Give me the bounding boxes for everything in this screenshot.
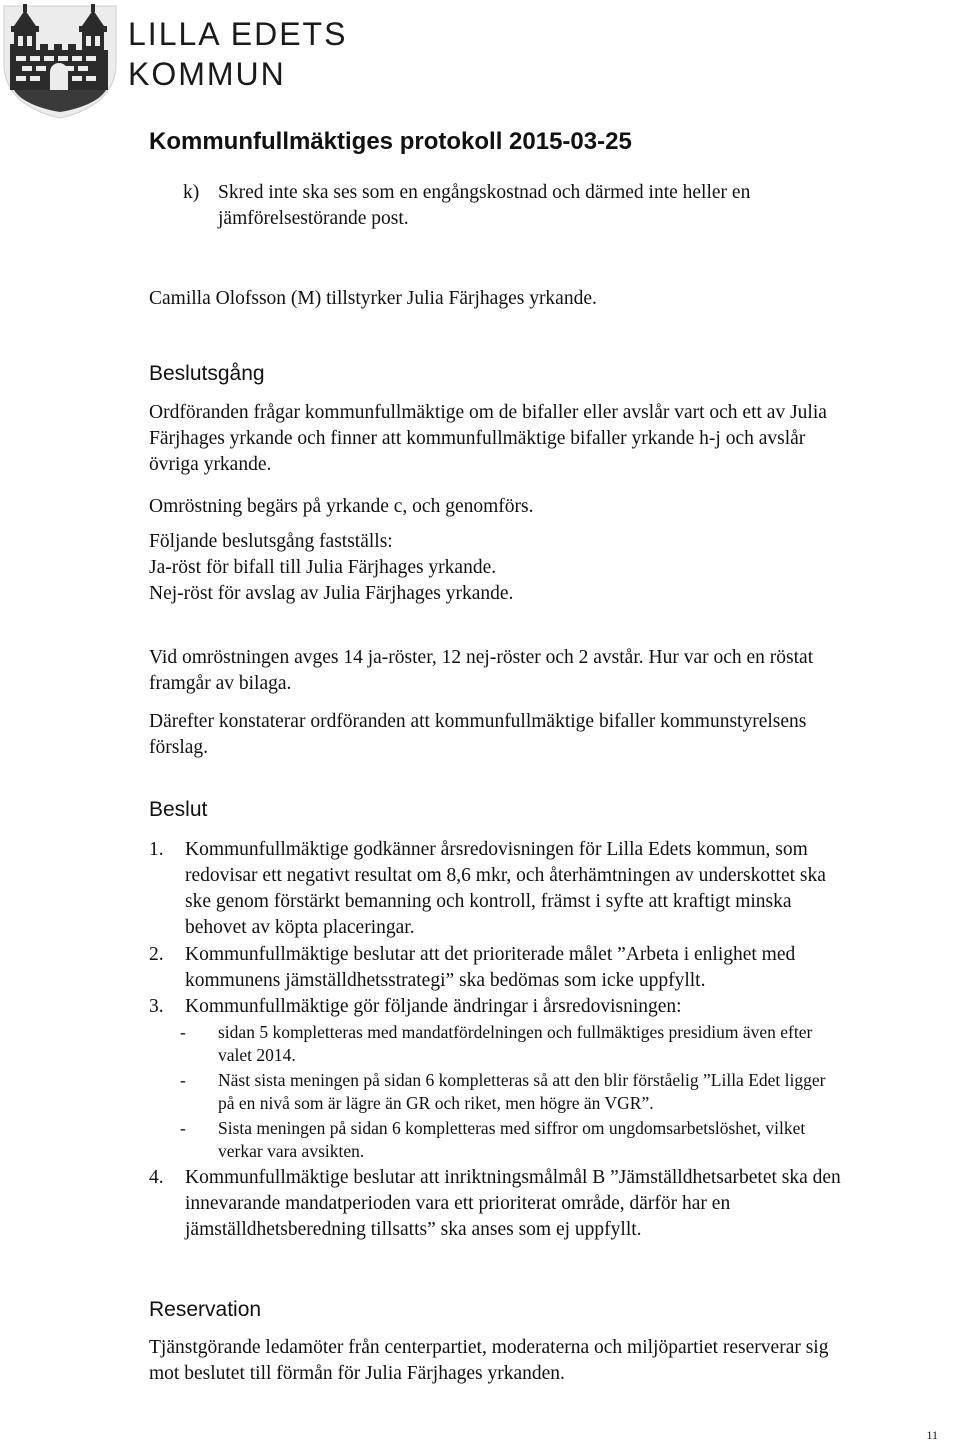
decision-number: 2. (149, 944, 164, 965)
section-heading-beslut: Beslut (149, 798, 208, 821)
text-line: övriga yrkande. (149, 454, 272, 475)
text-line: kommunens jämställdhetsstrategi” ska bedömas som icke uppfyllt. (185, 970, 706, 991)
decision-item (185, 1165, 945, 1243)
text-line: på en nivå som är lägre än GR och riket, men högre än VGR”. (218, 1093, 654, 1113)
text-line: ske genom förstärkt bemanning och kontroll, främst i syfte att kraftigt minska (185, 891, 792, 912)
sub-item (218, 1021, 938, 1067)
item-k-line: jämförelsestörande post. (218, 208, 409, 229)
text-line: sidan 5 kompletteras med mandatfördelningen och fullmäktiges presidium även efter (218, 1022, 813, 1042)
text-line: Tjänstgörande ledamöter från centerpartiet, moderaterna och miljöpartiet reserverar sig (149, 1337, 829, 1358)
text-line: Kommunfullmäktige godkänner årsredovisningen för Lilla Edets kommun, som (185, 839, 808, 860)
text-line: mot beslutet till förmån för Julia Färjhages yrkanden. (149, 1363, 565, 1384)
organization-name-line1: LILLA EDETS (128, 16, 348, 52)
list-dash: - (180, 1022, 186, 1042)
decision-number: 1. (149, 839, 164, 860)
text-line: Kommunfullmäktige beslutar att det prioriterade målet ”Arbeta i enlighet med (185, 944, 796, 965)
text-line: förslag. (149, 737, 209, 758)
text-line: verkar vara avsikten. (218, 1141, 365, 1161)
text-line: innevarande mandatperioden vara ett prioriterat område, därför har en (185, 1193, 731, 1214)
decision-item (185, 942, 945, 994)
organization-name (128, 14, 347, 94)
organization-name-line2: KOMMUN (128, 56, 286, 92)
text-line: Näst sista meningen på sidan 6 kompletteras så att den blir förståelig ”Lilla Edet ligger (218, 1070, 826, 1090)
text-line: Nej-röst för avslag av Julia Färjhages yrkande. (149, 583, 514, 604)
item-k-line: Skred inte ska ses som en engångskostnad och därmed inte heller en (218, 182, 751, 203)
chairman-conclusion (149, 709, 939, 761)
text-line: Därefter konstaterar ordföranden att kommunfullmäktige bifaller kommunstyrelsens (149, 711, 807, 732)
beslutsgang-paragraph (149, 400, 939, 478)
decision-number: 3. (149, 996, 164, 1017)
text-line: Omröstning begärs på yrkande c, och genomförs. (149, 496, 534, 517)
page-number: 11 (926, 1428, 938, 1442)
voting-result (149, 645, 939, 697)
section-heading-reservation: Reservation (149, 1298, 262, 1321)
text-line: jämställdhetsberedning tillsatts” ska anses som ej uppfyllt. (185, 1219, 642, 1240)
text-line: Färjhages yrkande och finner att kommunfullmäktige bifaller yrkande h-j och avslår (149, 428, 806, 449)
text-line: Ordföranden frågar kommunfullmäktige om de bifaller eller avslår vart och ett av Julia (149, 402, 827, 423)
text-line: Ja-röst för bifall till Julia Färjhages yrkande. (149, 557, 497, 578)
reservation-paragraph (149, 1335, 939, 1387)
decision-number: 4. (149, 1167, 164, 1188)
omrostning-paragraph (149, 494, 939, 520)
list-dash: - (180, 1070, 186, 1090)
item-k-label: k) (183, 182, 200, 203)
text-line: behovet av köpta placeringar. (185, 917, 415, 938)
document-title: Kommunfullmäktiges protokoll 2015-03-25 (149, 128, 632, 155)
voting-procedure (149, 529, 939, 607)
text-line: Följande beslutsgång fastställs: (149, 531, 393, 552)
coat-of-arms-logo (0, 0, 120, 120)
camilla-statement (149, 286, 939, 312)
item-k-text (218, 180, 960, 232)
section-heading-beslutsgang: Beslutsgång (149, 362, 265, 385)
list-dash: - (180, 1118, 186, 1138)
text-line: Vid omröstningen avges 14 ja-röster, 12 nej-röster och 2 avstår. Hur var och en röstat (149, 647, 814, 668)
text-line: Camilla Olofsson (M) tillstyrker Julia Färjhages yrkande. (149, 288, 597, 309)
text-line: Sista meningen på sidan 6 kompletteras med siffror om ungdomsarbetslöshet, vilket (218, 1118, 806, 1138)
text-line: Kommunfullmäktige gör följande ändringar i årsredovisningen: (185, 996, 682, 1017)
text-line: Kommunfullmäktige beslutar att inriktningsmålmål B ”Jämställdhetsarbetet ska den (185, 1167, 841, 1188)
sub-item (218, 1117, 938, 1163)
sub-item (218, 1069, 938, 1115)
decision-item (185, 994, 945, 1020)
decision-item (185, 837, 945, 941)
text-line: framgår av bilaga. (149, 673, 292, 694)
text-line: redovisar ett negativt resultat om 8,6 mkr, och återhämtningen av underskottet ska (185, 865, 826, 886)
text-line: valet 2014. (218, 1045, 296, 1065)
